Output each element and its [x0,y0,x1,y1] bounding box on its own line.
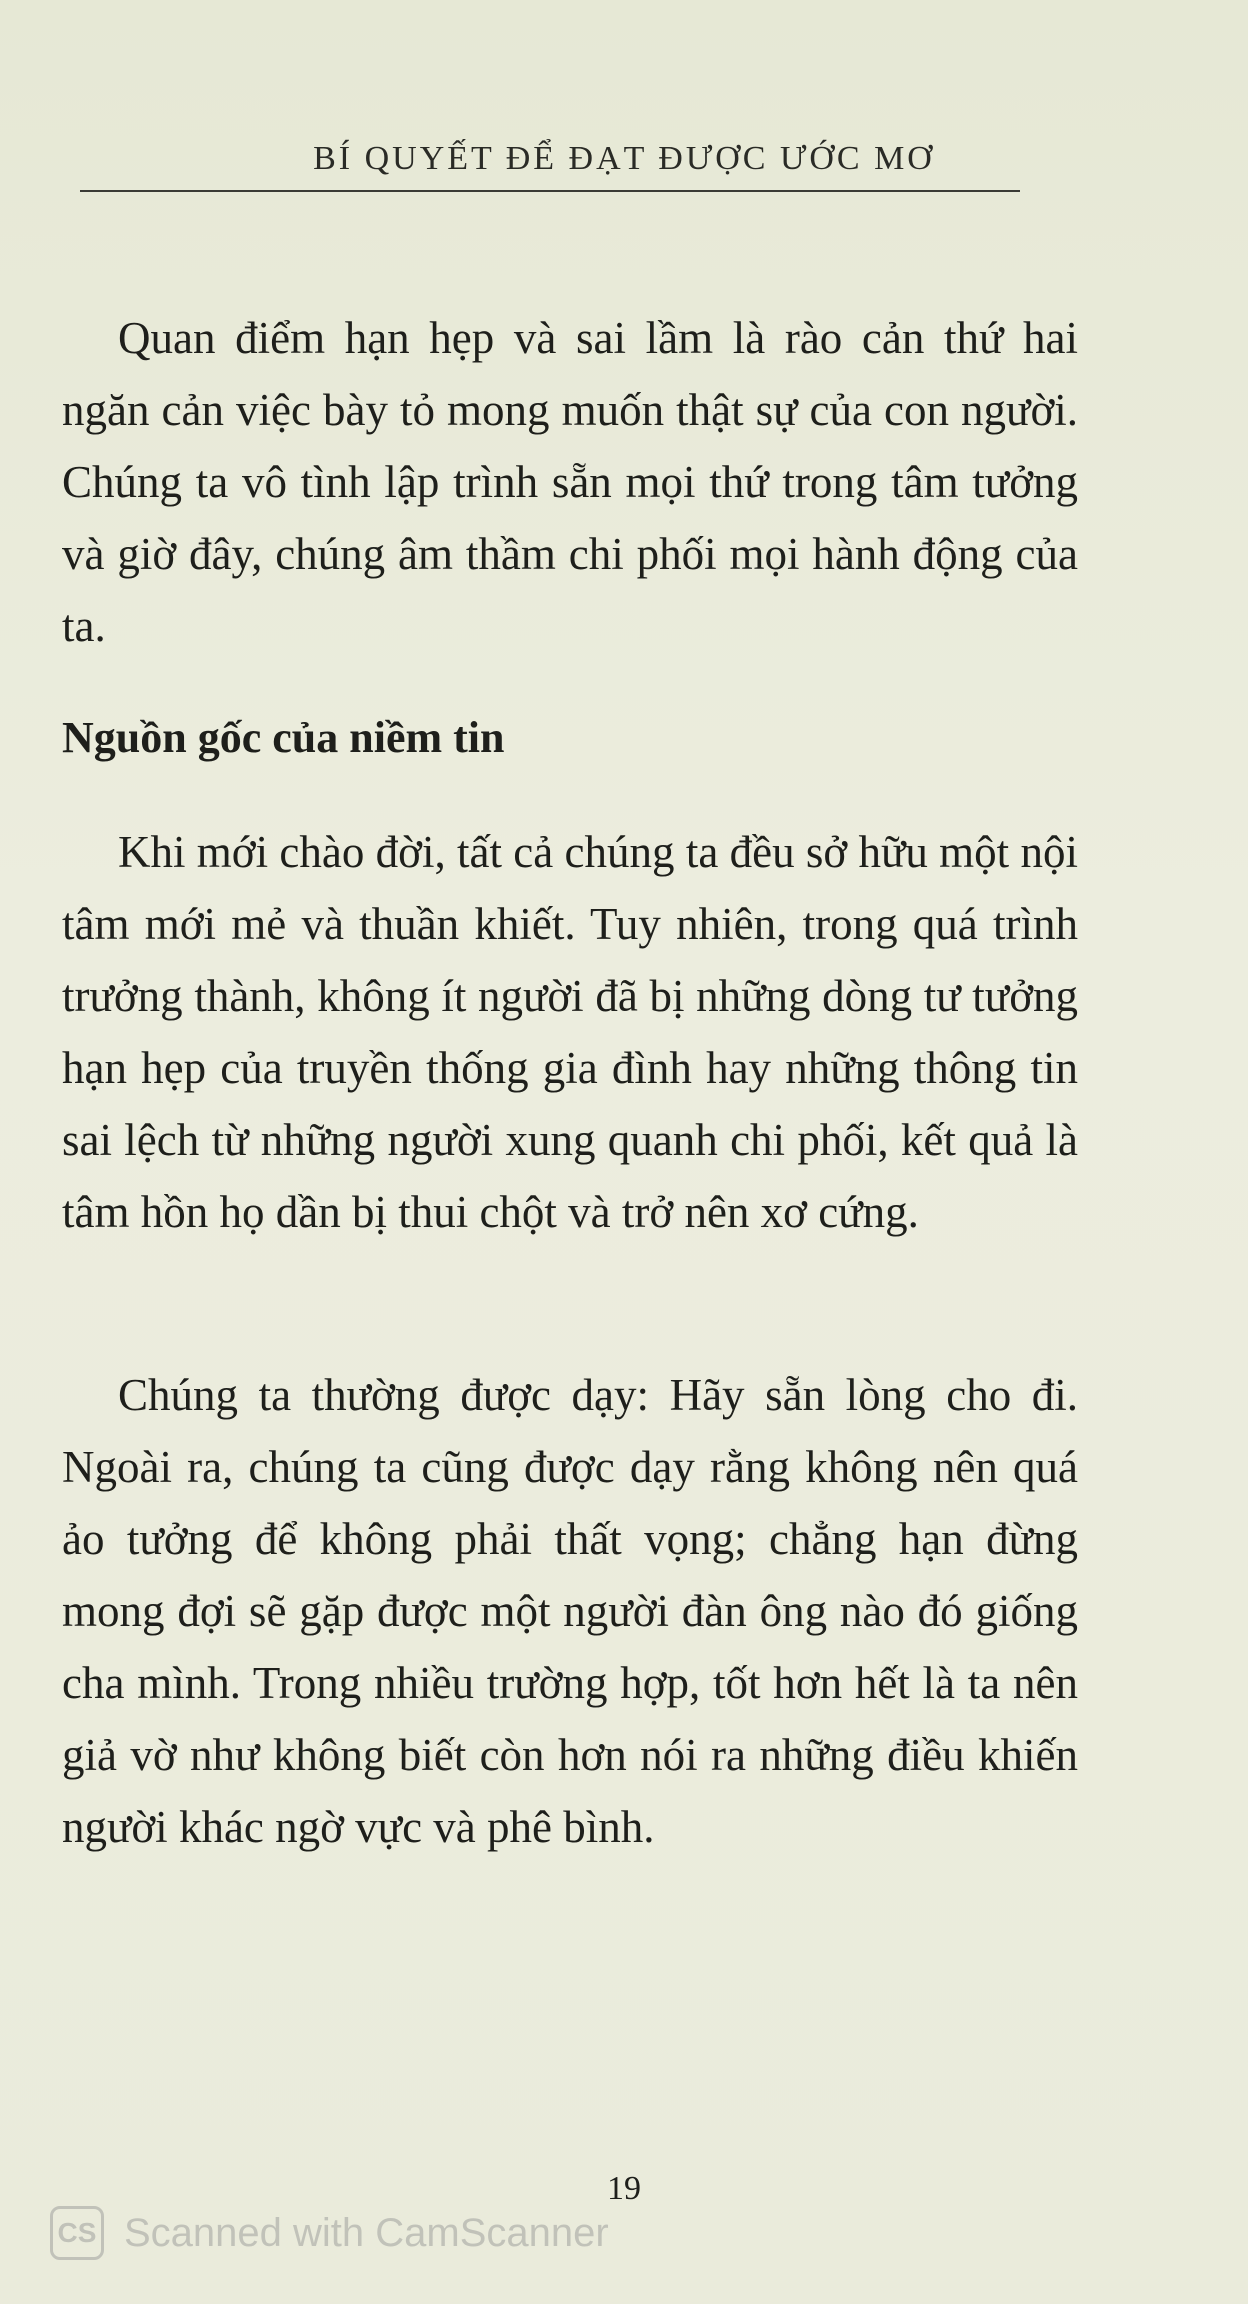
paragraph-3: Chúng ta thường được dạy: Hãy sẵn lòng cho đi. Ngoài ra, chúng ta cũng được dạy rằng không nên quá ảo tưởng để không phải thất vọng; chẳng hạn đừng mong đợi sẽ gặp được một người đàn ông nào đó giống cha mình. Trong nhiều trường hợp, tốt hơn hết là ta nên giả vờ như không biết còn hơn nói ra những điều khiến người khác ngờ vực và phê bình. [62,1370,1078,1852]
running-head: BÍ QUYẾT ĐỂ ĐẠT ĐƯỢC ƯỚC MƠ [313,140,935,177]
section-heading: Nguồn gốc của niềm tin [62,713,505,762]
camscanner-logo-icon: CS [50,2206,104,2260]
page-number: 19 [607,2170,641,2207]
scanner-watermark [50,2206,609,2260]
watermark-text: Scanned with CamScanner [124,2210,609,2255]
paragraph-2: Khi mới chào đời, tất cả chúng ta đều sở hữu một nội tâm mới mẻ và thuần khiết. Tuy nhiên, trong quá trình trưởng thành, không ít người đã bị những dòng tư tưởng hạn hẹp của truyền thống gia đình hay những thông tin sai lệch từ những người xung quanh chi phối, kết quả là tâm hồn họ dần bị thui chột và trở nên xơ cứng. [62,827,1078,1237]
header-rule [80,190,1020,192]
paragraph-1: Quan điểm hạn hẹp và sai lầm là rào cản thứ hai ngăn cản việc bày tỏ mong muốn thật sự của con người. Chúng ta vô tình lập trình sẵn mọi thứ trong tâm tưởng và giờ đây, chúng âm thầm chi phối mọi hành động của ta. [62,313,1078,651]
